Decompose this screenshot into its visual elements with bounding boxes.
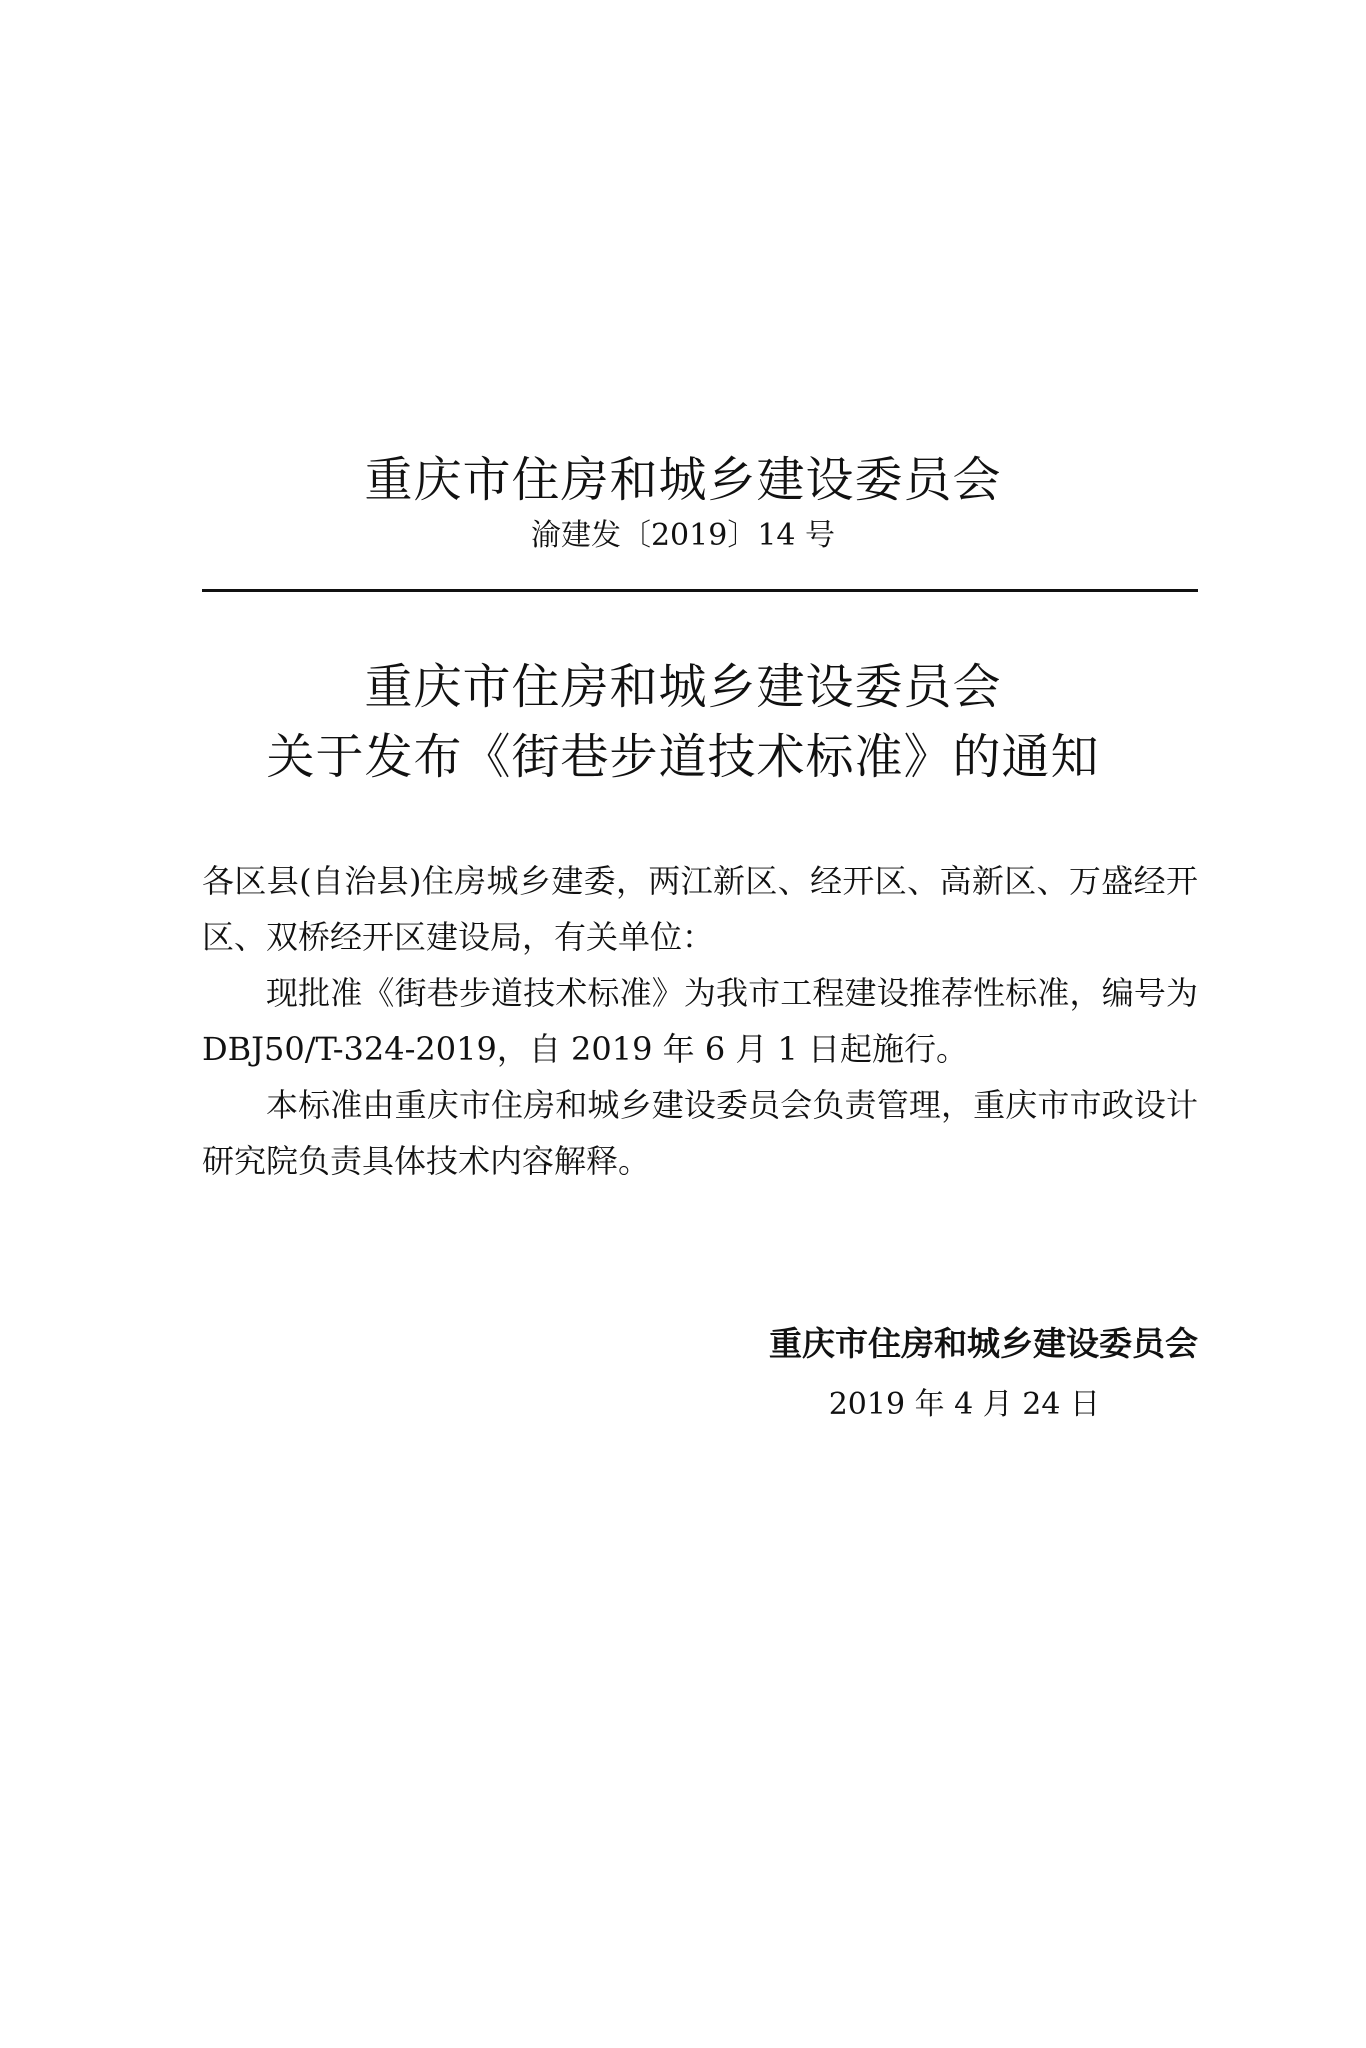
addressee-paragraph: 各区县(自治县)住房城乡建委，两江新区、经开区、高新区、万盛经开区、双桥经开区建设局，有关单位： <box>202 862 1198 956</box>
signature-date: 2019 年 4 月 24 日 <box>828 1387 1100 1422</box>
notice-title <box>0 655 1366 789</box>
signature-issuer: 重庆市住房和城乡建设委员会 <box>769 1324 1198 1363</box>
notice-body <box>202 853 1198 1189</box>
header-divider <box>202 589 1198 592</box>
management-paragraph: 本标准由重庆市住房和城乡建设委员会负责管理，重庆市市政设计研究院负责具体技术内容解释。 <box>202 1086 1198 1180</box>
approval-paragraph: 现批准《街巷步道技术标准》为我市工程建设推荐性标准，编号为 DBJ50/T-324-2019，自 2019 年 6 月 1 日起施行。 <box>202 974 1198 1068</box>
notice-title-line-1: 重庆市住房和城乡建设委员会 <box>364 659 1002 715</box>
issuer-title: 重庆市住房和城乡建设委员会 <box>364 452 1002 508</box>
notice-title-line-2: 关于发布《街巷步道技术标准》的通知 <box>266 729 1100 785</box>
document-number: 渝建发〔2019〕14 号 <box>530 518 836 553</box>
